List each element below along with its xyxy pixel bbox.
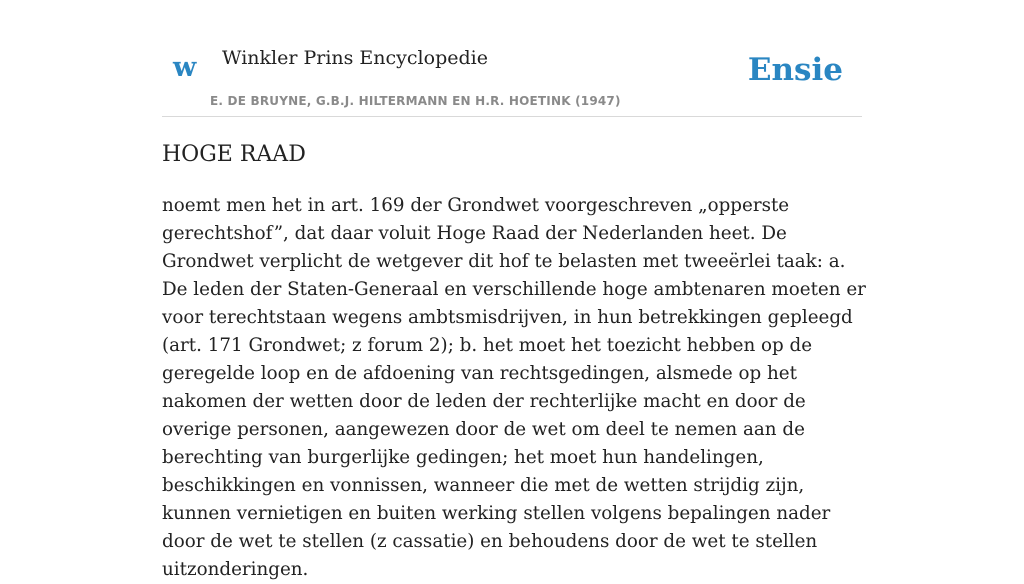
winkler-prins-logo[interactable]: w bbox=[173, 52, 197, 83]
entry-body-text: noemt men het in art. 169 der Grondwet voorgeschreven „opperste gerechtshof”, dat daar voluit Hoge Raad der Nederlanden heet. De Grondwet verplicht de wetgever dit hof te belasten met tweeërlei taak: a. De leden der Staten-Generaal en verschillende hoge ambtenaren moeten er voor terechtstaan wegens ambtsmisdrijven, in hun betrekkingen gepleegd (art. 171 Grondwet; z forum 2); b. het moet het toezicht hebben op de geregelde loop en de afdoening van rechtsgedingen, alsmede op het nakomen der wetten door de leden der rechterlijke macht en door de overige personen, aangewezen door de wet om deel te nemen aan de berechting van burgerlijke gedingen; het moet hun handelingen, beschikkingen en vonnissen, wanneer die met de wetten strijdig zijn, kunnen vernietigen en buiten werking stellen volgens bepalingen nader door de wet te stellen (z cassatie) en behoudens door de wet te stellen uitzonderingen. bbox=[162, 195, 866, 580]
page-header bbox=[162, 30, 862, 117]
publication-title[interactable]: Winkler Prins Encyclopedie bbox=[222, 47, 488, 69]
entry-title: HOGE RAAD bbox=[162, 142, 306, 167]
publication-authors: E. DE BRUYNE, G.B.J. HILTERMANN EN H.R. HOETINK (1947) bbox=[210, 94, 621, 108]
ensie-brand-logo[interactable]: Ensie bbox=[747, 52, 843, 88]
